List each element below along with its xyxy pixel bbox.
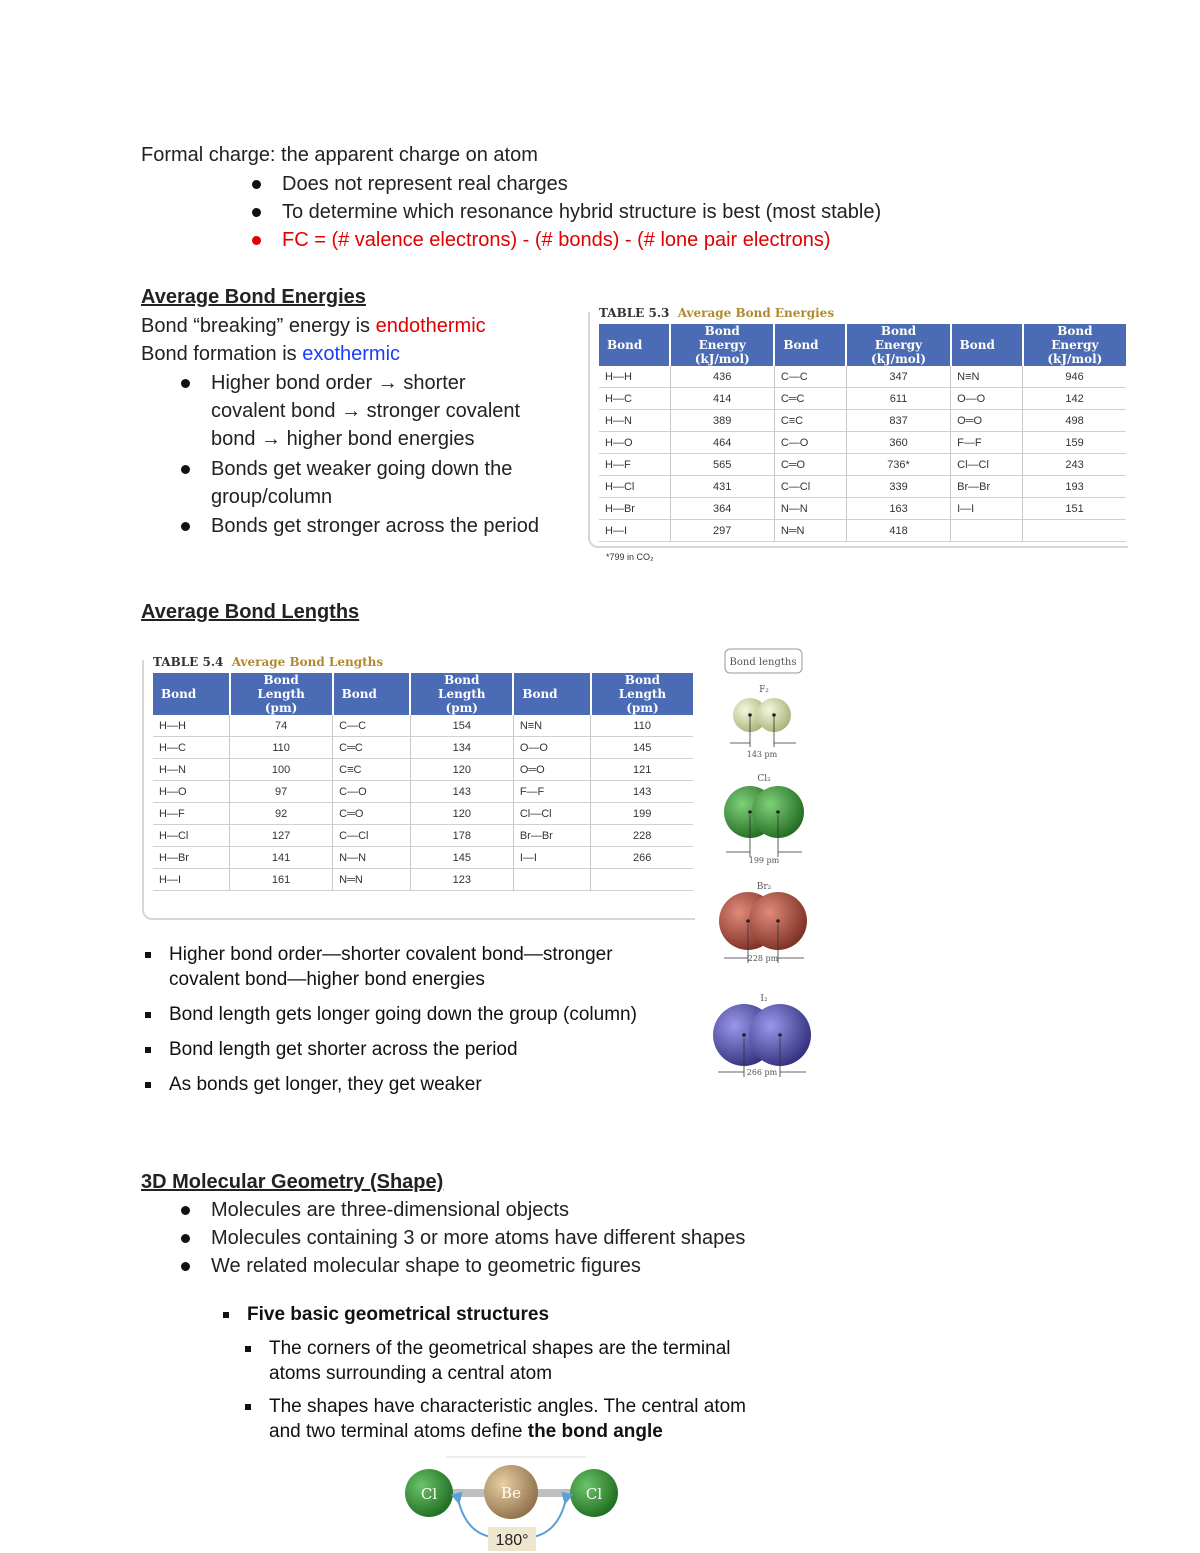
- bond-cell: H—I: [153, 869, 230, 891]
- table-label: TABLE 5.3: [599, 306, 670, 320]
- table-row: [153, 869, 693, 891]
- bond-cell: C≡C: [333, 759, 411, 781]
- i2-length: 266 pm: [746, 1068, 778, 1077]
- value-cell: 464: [670, 432, 774, 454]
- col-bond: Bond: [333, 673, 411, 715]
- bond-cell: O—O: [951, 388, 1023, 410]
- table-row: [599, 432, 1126, 454]
- value-cell: 127: [230, 825, 333, 847]
- col-bond-length: [230, 673, 333, 715]
- value-cell: 178: [410, 825, 513, 847]
- be-label: Be: [501, 1484, 521, 1502]
- value-cell: 151: [1023, 498, 1126, 520]
- bond-length-bullets: [169, 942, 637, 1097]
- col-label: Bond Length: [257, 673, 305, 701]
- col-unit: (pm): [626, 701, 659, 715]
- bullet-dot: [181, 1206, 190, 1215]
- col-bond-energy: [846, 324, 950, 366]
- value-cell: 736*: [846, 454, 950, 476]
- nucleus-dot: [742, 1033, 746, 1037]
- col-bond-length: [591, 673, 693, 715]
- bond-cell: C═C: [774, 388, 846, 410]
- length-bullet-3: [169, 1037, 637, 1062]
- table-row: [153, 847, 693, 869]
- br2-length: 228 pm: [747, 954, 779, 963]
- table-label: TABLE 5.4: [153, 655, 224, 669]
- value-cell: 120: [410, 759, 513, 781]
- value-cell: 154: [410, 715, 513, 737]
- col-bond: Bond: [599, 324, 670, 366]
- endothermic-word: endothermic: [375, 315, 486, 337]
- value-cell: [1023, 520, 1126, 542]
- cl-right-label: Cl: [585, 1485, 603, 1503]
- bond-cell: O═O: [513, 759, 591, 781]
- value-cell: 498: [1023, 410, 1126, 432]
- bond-cell: N—N: [774, 498, 846, 520]
- bond-cell: H—C: [153, 737, 230, 759]
- value-cell: 297: [670, 520, 774, 542]
- bond-cell: C—O: [774, 432, 846, 454]
- value-cell: 123: [410, 869, 513, 891]
- length-bullet-4: [169, 1072, 637, 1097]
- col-label: Bond Energy: [698, 324, 746, 352]
- nucleus-dot: [748, 810, 752, 814]
- table-header-row: [153, 673, 693, 715]
- value-cell: 414: [670, 388, 774, 410]
- col-unit: (pm): [445, 701, 478, 715]
- value-cell: 565: [670, 454, 774, 476]
- value-cell: 142: [1023, 388, 1126, 410]
- value-cell: 339: [846, 476, 950, 498]
- value-cell: 74: [230, 715, 333, 737]
- geometry-bullet-2: [211, 1224, 745, 1252]
- fc-bullet-2: [282, 198, 881, 226]
- geometry-bullet-text: Molecules containing 3 or more atoms have different shapes: [211, 1227, 746, 1249]
- col-unit: (pm): [264, 701, 298, 715]
- nucleus-dot: [778, 1033, 782, 1037]
- value-cell: 143: [591, 781, 693, 803]
- energy-bullet-2-line1: Bonds get weaker going down the: [211, 458, 513, 480]
- bond-cell: H—N: [153, 759, 230, 781]
- table-body: [153, 715, 693, 891]
- fc-bullet-text: To determine which resonance hybrid structure is best (most stable): [282, 201, 882, 223]
- bullet-dot: [181, 1234, 190, 1243]
- bond-lengths-heading: Average Bond Lengths: [141, 601, 360, 623]
- bond-cell: N═N: [333, 869, 411, 891]
- bond-cell: C—Cl: [333, 825, 411, 847]
- value-cell: 110: [230, 737, 333, 759]
- br2-label: Br₂: [756, 882, 772, 892]
- bond-cell: N≡N: [513, 715, 591, 737]
- table-row: [153, 737, 693, 759]
- bond-cell: H—H: [153, 715, 230, 737]
- sub-bullet-2-prefix: and two terminal atoms define: [269, 1421, 528, 1442]
- bond-energies-heading: Average Bond Energies: [141, 286, 366, 308]
- value-cell: 418: [846, 520, 950, 542]
- fc-formula-text: FC = (# valence electrons) - (# bonds) - (# lone pair electrons): [282, 229, 831, 251]
- value-cell: 347: [846, 366, 950, 388]
- bond-angle-label: 180°: [495, 1532, 529, 1549]
- bond-cell: H—I: [599, 520, 670, 542]
- value-cell: 145: [591, 737, 693, 759]
- bullet-square: [145, 952, 151, 958]
- bullet-square: [245, 1404, 251, 1410]
- exothermic-word: exothermic: [302, 343, 401, 365]
- energy-bullet-1-line1: Higher bond order → shorter: [211, 372, 466, 394]
- sub-bullet-2-line1: The shapes have characteristic angles. The central atom: [269, 1396, 747, 1417]
- value-cell: 611: [846, 388, 950, 410]
- energy-bullet-1: [211, 369, 520, 453]
- bond-cell: [951, 520, 1023, 542]
- col-unit: (kJ/mol): [871, 352, 927, 366]
- bond-cell: Br—Br: [951, 476, 1023, 498]
- bond-cell: [513, 869, 591, 891]
- f2-label: F₂: [759, 685, 769, 695]
- col-bond: Bond: [774, 324, 846, 366]
- bond-cell: H—O: [599, 432, 670, 454]
- value-cell: 946: [1023, 366, 1126, 388]
- bond-cell: H—Br: [599, 498, 670, 520]
- bullet-square: [145, 1012, 151, 1018]
- table-row: [599, 498, 1126, 520]
- table-row: [599, 410, 1126, 432]
- geometry-heading: 3D Molecular Geometry (Shape): [141, 1171, 444, 1193]
- table-row: [599, 366, 1126, 388]
- col-unit: (kJ/mol): [694, 352, 750, 366]
- bullet-square: [245, 1346, 251, 1352]
- bond-cell: H—Cl: [599, 476, 670, 498]
- table-title: Average Bond Lengths: [231, 655, 384, 669]
- cl2-length: 199 pm: [748, 856, 780, 865]
- bond-cell: H—F: [153, 803, 230, 825]
- value-cell: 159: [1023, 432, 1126, 454]
- endothermic-prefix: Bond “breaking” energy is: [141, 315, 376, 337]
- geometry-sub-bullet-2: [269, 1394, 746, 1444]
- value-cell: [591, 869, 693, 891]
- geometry-bullet-3: [211, 1252, 641, 1280]
- geometry-bullet-text: We related molecular shape to geometric figures: [211, 1255, 641, 1277]
- value-cell: 436: [670, 366, 774, 388]
- length-bullet-2: [169, 1002, 637, 1027]
- value-cell: 121: [591, 759, 693, 781]
- bond-cell: C—O: [333, 781, 411, 803]
- geometry-sub-bullet-1: [269, 1336, 731, 1386]
- energy-bullet-2: [211, 455, 512, 511]
- bond-cell: C═C: [333, 737, 411, 759]
- bond-energies-table: [599, 324, 1126, 542]
- i2-label: I₂: [760, 994, 768, 1004]
- bullet-dot: [181, 522, 190, 531]
- value-cell: 228: [591, 825, 693, 847]
- length-bullet-text: Bond length gets longer going down the group (column): [169, 1004, 637, 1025]
- bullet-dot: [252, 180, 261, 189]
- value-cell: 97: [230, 781, 333, 803]
- value-cell: 143: [410, 781, 513, 803]
- table-row: [153, 715, 693, 737]
- halogen-bond-lengths-figure: [706, 645, 818, 1085]
- col-label: Bond Energy: [874, 324, 923, 352]
- table-row: [153, 803, 693, 825]
- bond-cell: F—F: [513, 781, 591, 803]
- value-cell: 360: [846, 432, 950, 454]
- bond-angle-term: the bond angle: [527, 1421, 663, 1442]
- bond-cell: N≡N: [951, 366, 1023, 388]
- nucleus-dot: [746, 919, 750, 923]
- bond-cell: C—Cl: [774, 476, 846, 498]
- endothermic-line: [141, 312, 486, 340]
- length-bullet-1-cont: covalent bond—higher bond energies: [169, 969, 485, 990]
- bullet-square: [145, 1082, 151, 1088]
- value-cell: 110: [591, 715, 693, 737]
- value-cell: 100: [230, 759, 333, 781]
- col-bond-length: [410, 673, 513, 715]
- bond-cell: O═O: [951, 410, 1023, 432]
- bullet-dot: [181, 1262, 190, 1271]
- value-cell: 243: [1023, 454, 1126, 476]
- value-cell: 266: [591, 847, 693, 869]
- bond-cell: I—I: [513, 847, 591, 869]
- fc-bullet-1: [282, 170, 568, 198]
- col-bond: Bond: [153, 673, 230, 715]
- energy-bullet-3: [211, 512, 539, 540]
- geometry-bullet-text: Molecules are three-dimensional objects: [211, 1199, 569, 1221]
- cl2-label: Cl₂: [757, 774, 771, 784]
- nucleus-dot: [748, 713, 752, 717]
- col-label: Bond Energy: [1051, 324, 1099, 352]
- table-header-row: [599, 324, 1126, 366]
- bond-cell: N═N: [774, 520, 846, 542]
- table-title: Average Bond Energies: [677, 306, 835, 320]
- bullet-dot: [252, 208, 261, 217]
- value-cell: 199: [591, 803, 693, 825]
- bond-cell: H—Br: [153, 847, 230, 869]
- value-cell: 141: [230, 847, 333, 869]
- nucleus-dot: [772, 713, 776, 717]
- col-label: Bond Length: [618, 673, 667, 701]
- sub-bullet-2-line2: [269, 1419, 746, 1444]
- exothermic-prefix: Bond formation is: [141, 343, 303, 365]
- value-cell: 120: [410, 803, 513, 825]
- value-cell: 389: [670, 410, 774, 432]
- value-cell: 431: [670, 476, 774, 498]
- bond-cell: O—O: [513, 737, 591, 759]
- length-bullet-text: As bonds get longer, they get weaker: [169, 1074, 482, 1095]
- bullet-square: [223, 1312, 229, 1318]
- energy-bullet-3-text: Bonds get stronger across the period: [211, 515, 539, 537]
- formal-charge-title: Formal charge: the apparent charge on atom: [141, 144, 538, 166]
- value-cell: 364: [670, 498, 774, 520]
- table-row: [599, 520, 1126, 542]
- sub-bullet-1-line2: atoms surrounding a central atom: [269, 1363, 553, 1384]
- bond-cell: H—C: [599, 388, 670, 410]
- bond-cell: Cl—Cl: [951, 454, 1023, 476]
- sub-bullet-1-line1: The corners of the geometrical shapes are the terminal: [269, 1338, 731, 1359]
- value-cell: 92: [230, 803, 333, 825]
- bullet-square: [145, 1047, 151, 1053]
- length-bullet-text: Bond length get shorter across the period: [169, 1039, 518, 1060]
- col-bond-energy: [670, 324, 774, 366]
- bond-lengths-tag: Bond lengths: [729, 657, 797, 668]
- bond-cell: H—N: [599, 410, 670, 432]
- geometry-sub-heading: [247, 1302, 549, 1327]
- value-cell: 193: [1023, 476, 1126, 498]
- bond-cell: N—N: [333, 847, 411, 869]
- fc-bullet-text: Does not represent real charges: [282, 173, 568, 195]
- value-cell: 837: [846, 410, 950, 432]
- table-row: [153, 781, 693, 803]
- bond-cell: C—C: [774, 366, 846, 388]
- becl2-linear-figure: [396, 1455, 628, 1553]
- energy-bullet-1-line3: bond → higher bond energies: [211, 428, 475, 450]
- bond-cell: F—F: [951, 432, 1023, 454]
- value-cell: 134: [410, 737, 513, 759]
- fc-formula-bullet: [282, 226, 831, 254]
- bullet-dot: [252, 236, 261, 245]
- table-body: [599, 366, 1126, 542]
- bond-cell: C═O: [333, 803, 411, 825]
- col-bond-energy: [1023, 324, 1126, 366]
- value-cell: 163: [846, 498, 950, 520]
- bullet-dot: [181, 465, 190, 474]
- table-row: [599, 388, 1126, 410]
- bond-cell: H—F: [599, 454, 670, 476]
- bond-cell: C—C: [333, 715, 411, 737]
- f2-length: 143 pm: [746, 750, 778, 759]
- length-bullet-text: Higher bond order—shorter covalent bond—stronger: [169, 944, 613, 965]
- bond-cell: H—H: [599, 366, 670, 388]
- angle-arc-left: [458, 1499, 492, 1537]
- table-row: [153, 825, 693, 847]
- geometry-bullet-1: [211, 1196, 569, 1224]
- angle-arc-right: [532, 1499, 566, 1537]
- energy-bullet-2-line2: group/column: [211, 486, 333, 508]
- nucleus-dot: [776, 919, 780, 923]
- nucleus-dot: [776, 810, 780, 814]
- bullet-dot: [181, 379, 190, 388]
- table-row: [599, 454, 1126, 476]
- table-row: [599, 476, 1126, 498]
- length-bullet-1: [169, 942, 637, 967]
- sub-heading-text: Five basic geometrical structures: [247, 1304, 550, 1325]
- col-bond: Bond: [951, 324, 1023, 366]
- cl-left-label: Cl: [420, 1485, 438, 1503]
- bond-cell: C═O: [774, 454, 846, 476]
- bond-cell: H—Cl: [153, 825, 230, 847]
- bond-cell: Br—Br: [513, 825, 591, 847]
- bond-cell: H—O: [153, 781, 230, 803]
- bond-cell: Cl—Cl: [513, 803, 591, 825]
- col-unit: (kJ/mol): [1047, 352, 1103, 366]
- col-label: Bond Length: [438, 673, 486, 701]
- value-cell: 161: [230, 869, 333, 891]
- bond-cell: I—I: [951, 498, 1023, 520]
- bond-lengths-table: [153, 673, 693, 891]
- bond-cell: C≡C: [774, 410, 846, 432]
- exothermic-line: [141, 340, 400, 368]
- energy-bullet-1-line2: covalent bond → stronger covalent: [211, 400, 521, 422]
- table-row: [153, 759, 693, 781]
- table-footnote: *799 in CO₂: [606, 552, 654, 562]
- col-bond: Bond: [513, 673, 591, 715]
- value-cell: 145: [410, 847, 513, 869]
